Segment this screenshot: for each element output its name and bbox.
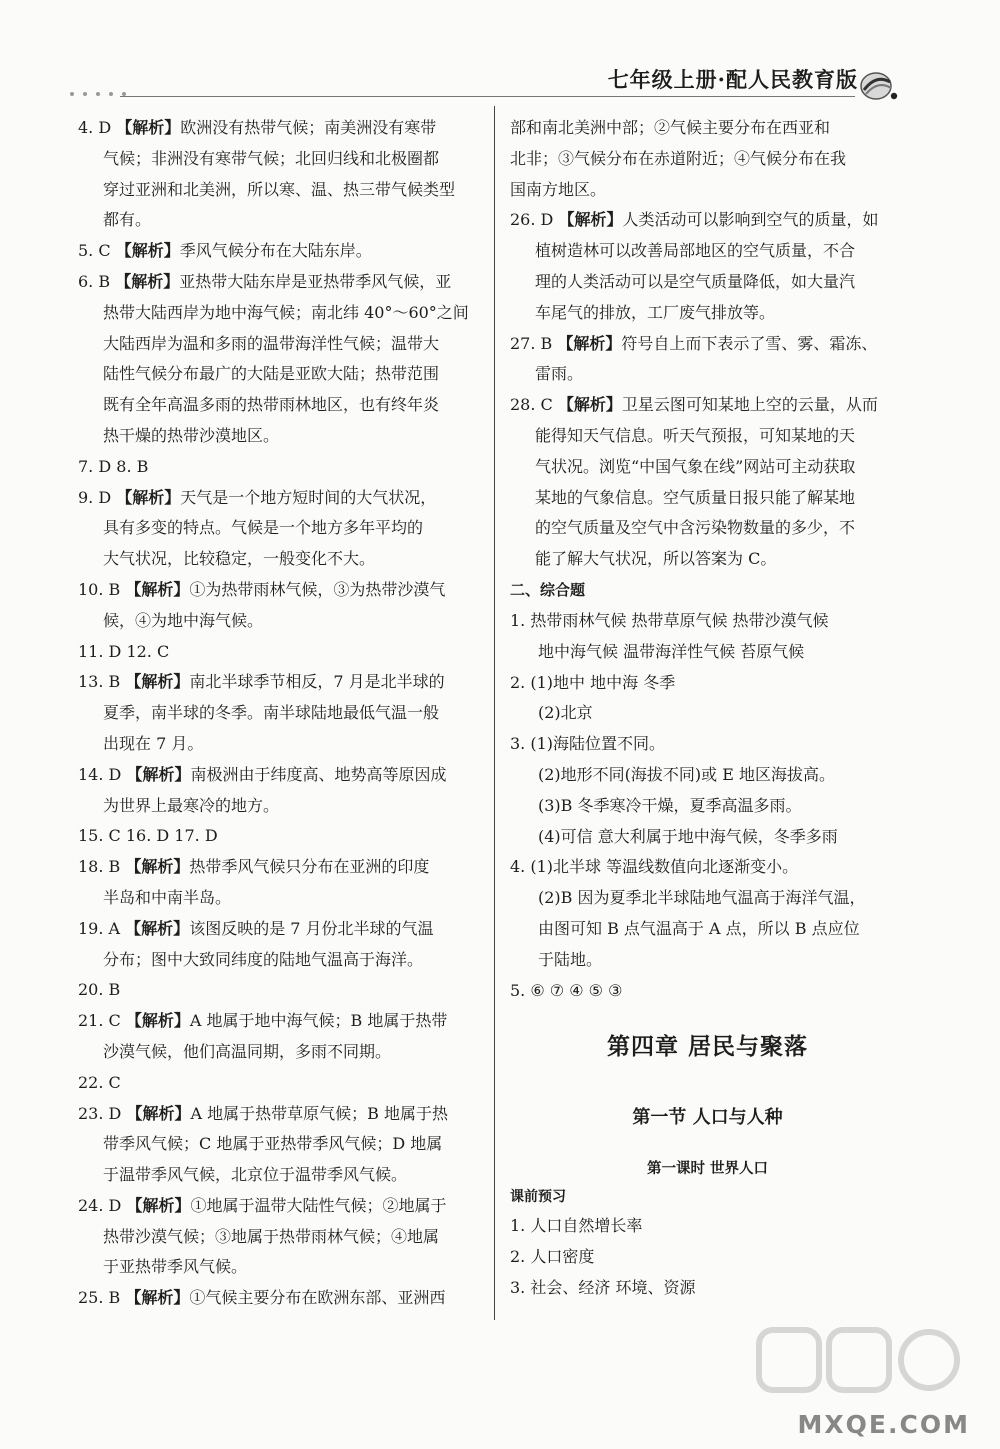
analysis-marker: 【解析】: [558, 210, 623, 230]
answer-line: 28. C 【解析】卫星云图可知某地上空的云量，从而: [510, 395, 878, 415]
answer-line: 1. 热带雨林气候 热带草原气候 热带沙漠气候: [510, 610, 829, 630]
answer-continuation-line: 理的人类活动可以是空气质量降低，如大量汽: [535, 271, 856, 291]
answer-continuation-line: 热带沙漠气候；③地属于热带雨林气候；④地属: [103, 1226, 440, 1246]
watermark-text: MXQE.COM: [797, 1410, 970, 1439]
answer-item: [78, 483, 478, 575]
answer-item: [510, 329, 905, 391]
preview-label: 课前预习: [510, 1189, 566, 1206]
answer-line: 5. C 【解析】季风气候分布在大陆东岸。: [78, 241, 372, 261]
column-divider: [494, 106, 495, 1320]
answer-continuation-line: 由图可知 B 点气温高于 A 点，所以 B 点应位: [538, 918, 860, 938]
answer-line: 13. B 【解析】南北半球季节相反，7 月是北半球的: [78, 672, 445, 692]
answer-continuation-line: 能得知天气信息。听天气预报，可知某地的天: [535, 425, 856, 445]
answer-line: 9. D 【解析】天气是一个地方短时间的大气状况，: [78, 487, 437, 507]
analysis-marker: 【解析】: [115, 241, 180, 261]
answer-continuation-line: 热干燥的热带沙漠地区。: [103, 425, 280, 445]
answer-item: [510, 606, 905, 668]
answer-continuation-line: 于亚热带季风气候。: [103, 1257, 248, 1277]
answer-line: 21. C 【解析】A 地属于地中海气候；B 地属于热带: [78, 1011, 448, 1031]
answer-continuation-line: 既有全年高温多雨的热带雨林地区，也有终年炎: [103, 395, 440, 415]
answer-line: 27. B 【解析】符号自上而下表示了雪、雾、霜冻、: [510, 333, 878, 353]
header-dots: [70, 92, 126, 96]
answer-item: [510, 729, 905, 852]
answer-line: 23. D 【解析】A 地属于热带草原气候；B 地属于热: [78, 1103, 448, 1123]
answer-line: 6. B 【解析】亚热带大陆东岸是亚热带季风气候，亚: [78, 271, 452, 291]
answer-continuation-line: 大陆西岸为温和多雨的温带海洋性气候；温带大: [103, 333, 440, 353]
analysis-marker: 【解析】: [116, 487, 181, 507]
answer-item: [510, 852, 905, 975]
answer-line: 4. D 【解析】欧洲没有热带气候；南美洲没有寒带: [78, 118, 437, 137]
answer-item: [510, 205, 905, 328]
answer-line: 4. (1)北半球 等温线数值向北逐渐变小。: [510, 857, 799, 877]
answer-continuation-line: 的空气质量及空气中含污染物数量的多少，不: [535, 518, 856, 538]
answer-item: [78, 852, 478, 914]
answer-continuation-line: 车尾气的排放，工厂废气排放等。: [535, 302, 776, 322]
answer-line: 25. B 【解析】①气候主要分布在欧洲东部、亚洲西: [78, 1288, 446, 1308]
analysis-marker: 【解析】: [126, 1103, 191, 1123]
answer-item: [78, 637, 478, 668]
analysis-marker: 【解析】: [125, 1288, 190, 1308]
preview-answer-line: 2. 人口密度: [510, 1247, 595, 1267]
answer-continuation-line: 都有。: [103, 210, 152, 230]
answer-continuation-line: 沙漠气候，他们高温同期，多雨不同期。: [103, 1041, 392, 1061]
answer-line: 26. D 【解析】人类活动可以影响到空气的质量，如: [510, 210, 879, 230]
preview-answer-line: 1. 人口自然增长率: [510, 1216, 643, 1236]
answer-line: 18. B 【解析】热带季风气候只分布在亚洲的印度: [78, 857, 430, 877]
answer-line: 15. C 16. D 17. D: [78, 826, 218, 846]
header-rule: [120, 96, 855, 97]
answer-column-right: [510, 113, 905, 1304]
answer-continuation-line: 于温带季风气候，北京位于温带季风气候。: [103, 1165, 408, 1185]
answer-continuation-line: (2)地形不同(海拔不同)或 E 地区海拔高。: [538, 764, 836, 784]
answer-continuation-line: (2)B 因为夏季北半球陆地气温高于海洋气温，: [538, 888, 866, 908]
analysis-marker: 【解析】: [125, 579, 190, 599]
analysis-marker: 【解析】: [116, 118, 181, 137]
answer-item: [78, 667, 478, 759]
answer-continuation-line: 于陆地。: [538, 949, 603, 969]
choice-answers: [510, 205, 905, 575]
analysis-marker: 【解析】: [557, 395, 622, 415]
answer-item: [78, 1006, 478, 1068]
answer-continuation-line: 带季风气候；C 地属于亚热带季风气候；D 地属: [103, 1134, 443, 1154]
answer-continuation-line: 地中海气候 温带海洋性气候 苔原气候: [538, 641, 805, 661]
answer-line: 24. D 【解析】①地属于温带大陆性气候；②地属于: [78, 1195, 447, 1215]
answer-continuation-line: 出现在 7 月。: [103, 733, 204, 753]
answer-line: 5. ⑥ ⑦ ④ ⑤ ③: [510, 980, 623, 1000]
answer-item: [78, 821, 478, 852]
answer-line: 10. B 【解析】①为热带雨林气候，③为热带沙漠气: [78, 579, 446, 599]
answer-continuation-line: 气状况。浏览“中国气象在线”网站可主动获取: [535, 456, 856, 476]
comprehensive-answers: [510, 606, 905, 1006]
header-title: 七年级上册·配人民教育版: [607, 67, 858, 92]
answer-continuation-line: (4)可信 意大利属于地中海气候，冬季多雨: [538, 826, 838, 846]
answer-continuation-line: 陆性气候分布最广的大陆是亚欧大陆；热带范围: [103, 364, 440, 384]
answer-line: 19. A 【解析】该图反映的是 7 月份北半球的气温: [78, 918, 434, 938]
answer-continuation-line: 部和南北美洲中部；②气候主要分布在西亚和: [510, 118, 831, 137]
preview-answers: [510, 1211, 905, 1303]
answer-line: 14. D 【解析】南极洲由于纬度高、地势高等原因成: [78, 764, 447, 784]
analysis-marker: 【解析】: [126, 764, 191, 784]
answer-column-left: [78, 113, 478, 1314]
answer-continuation-line: 雷雨。: [535, 364, 584, 384]
book-logo-icon: [858, 66, 900, 106]
answer-item: [78, 1099, 478, 1191]
answer-item: [78, 975, 478, 1006]
answer-item: [78, 452, 478, 483]
analysis-marker: 【解析】: [557, 333, 622, 353]
analysis-marker: 【解析】: [125, 857, 190, 877]
answer-continuation-line: 大气状况，比较稳定，一般变化不大。: [103, 549, 376, 569]
analysis-marker: 【解析】: [125, 918, 190, 938]
analysis-marker: 【解析】: [125, 672, 190, 692]
answer-continuation-line: 穿过亚洲和北美洲，所以寒、温、热三带气候类型: [103, 179, 456, 199]
section-title-comprehensive: 二、综合题: [510, 580, 586, 599]
answer-item: [78, 267, 478, 452]
answer-continuation-line: 植树造林可以改善局部地区的空气质量，不合: [535, 241, 856, 261]
answer-item: [78, 1068, 478, 1099]
page-header: [0, 0, 1000, 110]
answer-line: 20. B: [78, 980, 121, 1000]
continued-answer: [510, 113, 905, 205]
analysis-marker: 【解析】: [115, 271, 180, 291]
answer-line: 7. D 8. B: [78, 456, 149, 476]
answer-continuation-line: 国南方地区。: [510, 179, 607, 199]
answer-continuation-line: 气候；非洲没有寒带气候；北回归线和北极圈都: [103, 148, 440, 168]
answer-line: 3. (1)海陆位置不同。: [510, 734, 666, 754]
answer-continuation-line: 北非；③气候分布在赤道附近；④气候分布在我: [510, 148, 847, 168]
answer-continuation-line: 半岛和中南半岛。: [103, 887, 232, 907]
chapter-title: 第四章 居民与聚落: [606, 1033, 808, 1061]
answer-item: [78, 760, 478, 822]
analysis-marker: 【解析】: [126, 1195, 191, 1215]
answer-line: 22. C: [78, 1072, 121, 1092]
answer-continuation-line: (2)北京: [538, 703, 593, 723]
lesson-title: 第一课时 世界人口: [646, 1161, 769, 1178]
answer-continuation-line: 具有多变的特点。气候是一个地方多年平均的: [103, 518, 424, 538]
answer-item: [510, 668, 905, 730]
answer-continuation-line: 某地的气象信息。空气质量日报只能了解某地: [535, 487, 856, 507]
answer-item: [510, 976, 905, 1007]
answer-item: [78, 113, 478, 236]
answer-item: [78, 575, 478, 637]
analysis-marker: 【解析】: [125, 1011, 190, 1031]
answer-item: [78, 1283, 478, 1314]
answer-continuation-line: 候，④为地中海气候。: [103, 610, 264, 630]
answer-item: [78, 236, 478, 267]
answer-continuation-line: 热带大陆西岸为地中海气候；南北纬 40°～60°之间: [103, 302, 469, 322]
answer-line: 11. D 12. C: [78, 641, 170, 661]
answer-continuation-line: (3)B 冬季寒冷干燥，夏季高温多雨。: [538, 795, 802, 815]
answer-continuation-line: 能了解大气状况，所以答案为 C。: [535, 549, 777, 569]
answer-continuation-line: 分布；图中大致同纬度的陆地气温高于海洋。: [103, 949, 424, 969]
section-title: 第一节 人口与人种: [632, 1107, 783, 1129]
answer-line: 2. (1)地中 地中海 冬季: [510, 672, 676, 692]
answer-item: [78, 1191, 478, 1283]
answer-item: [510, 390, 905, 575]
answer-item: [78, 914, 478, 976]
answer-continuation-line: 夏季，南半球的冬季。南半球陆地最低气温一般: [103, 703, 440, 723]
answer-continuation-line: 为世界上最寒冷的地方。: [103, 795, 280, 815]
preview-answer-line: 3. 社会、经济 环境、资源: [510, 1277, 696, 1297]
